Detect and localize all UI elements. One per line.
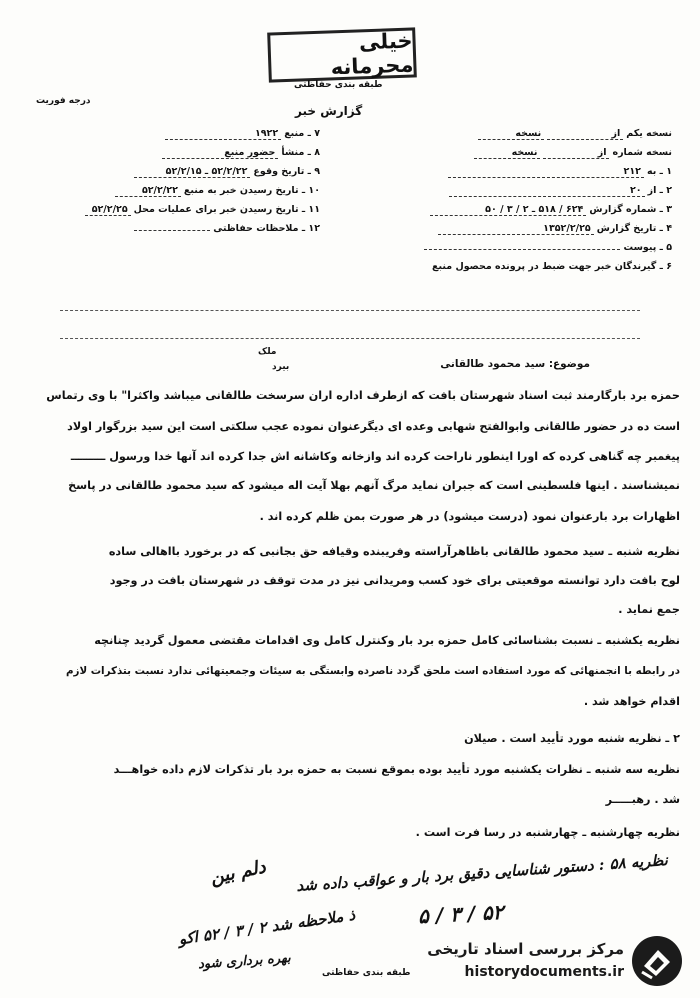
field-row: ۹ ـ تاریخ وقوع ۵۲/۲/۲۲ ـ ۵۲/۲/۱۵ [70,166,320,185]
field-row: ۲ ـ از ۲۰ [352,185,672,204]
watermark-name: مرکز بررسی اسناد تاریخی [427,940,624,958]
classification-label: طبقه بندی حفاظتی [294,80,383,90]
body-line: نظریه سه شنبه ـ نظرات یکشنبه مورد تأیید بوده بموقع نسبت به حمزه برد بار تذکرات لازم داده خواهـــد [113,763,680,776]
handwritten-note: نظریه ۵۸ : دستور شناسایی دقیق برد بار و عواقب داده شد [295,851,669,895]
field-row: نسخه شماره از نسخه [352,147,672,166]
body-line: در رابطه با انجمنهائی که مورد استفاده است ملحق گردد ناصرده وابستگی به سیئات وجمعیتهائی ندارد نسبت بتذکرات لازم [65,665,680,677]
right-fields [352,128,672,280]
body-line: نظریه یکشنبه ـ نسبت بشناسائی کامل حمزه برد بار وکنترل کامل وی اقدامات مقتضی معمول گردید چنانچه [94,634,680,647]
body-line: جمع نماید . [618,603,680,616]
left-fields [70,128,320,242]
field-row: ۱۱ ـ تاریخ رسیدن خبر برای عملیات محل ۵۲/۲/۲۵ [70,204,320,223]
separator [60,310,640,311]
priority-label: درجه فوریت [36,96,91,106]
archive-logo-icon [632,936,682,986]
body-line: نظریه چهارشنبه ـ چهارشنبه در رسا فرت است . [415,826,680,839]
field-row: ۱۰ ـ تاریخ رسیدن خبر به منبع ۵۲/۲/۲۲ [70,185,320,204]
watermark-logo [404,932,688,992]
body-line: اقدام خواهد شد . [583,695,680,708]
classified-stamp [267,27,417,82]
handwritten-initials: بهره برداری شود [197,950,292,973]
field-row: نسخه یکم از نسخه [352,128,672,147]
body-line: ۲ ـ نظریه شنبه مورد تأیید است . صیلان [464,732,680,745]
field-row: ۴ ـ تاریخ گزارش ۱۳۵۲/۲/۲۵ [352,223,672,242]
handwritten-date: ۵ / ۳ / ۵۲ [417,899,505,929]
field-row: ۱ ـ به ۲۱۲ [352,166,672,185]
separator [60,338,640,339]
field-row: ۸ ـ منشأ حضور منبع [70,147,320,166]
body-line: اظهارات برد بارعنوان نمود (درست میشود) در هر صورت بمن ظلم کرده اند . [259,510,680,523]
field-row: ۶ ـ گیرندگان خبر جهت ضبط در پرونده محصول منبع [432,261,672,272]
margin-note: بیرد [272,362,290,372]
report-title: گزارش خبر [295,104,363,118]
body-line: شد . رهبـــــر [605,793,680,806]
watermark-url: historydocuments.ir [464,964,624,980]
body-line: نظریه شنبه ـ سید محمود طالقانی باظاهرآراسته وفریبنده وقیافه حق بجانبی که در برخورد بااهالی ساده [108,545,680,558]
field-row: ۷ ـ منبع ۱۹۲۲ [70,128,320,147]
footer-classification: طبقه بندی حفاظتی [322,968,411,978]
stamp-text: خیلی محرمانه [330,28,414,80]
handwritten-initials: دلم بین [208,856,268,889]
margin-note: ملک [258,347,277,357]
body-line: لوح بافت دارد توانسته موقعیتی برای خود کسب ومریدانی نیز در مدت توقف در شهرستان بافت در وجود [109,574,680,587]
body-line: پیغمبر چه گناهی کرده که اورا اینطور ناراحت کرده اند وازخانه وکاشانه اش جدا کرده اند آنها خدا ورسول ـــــــــ [70,450,680,463]
handwritten-initials: ذ ملاحظه شد ۲ / ۳ / ۵۲ اکو [177,905,357,949]
subject-line: موضوع: سید محمود طالقانی [440,358,590,370]
body-line: حمزه برد بارگارمند ثبت اسناد شهرستان بافت که ازطرف اداره اران سرسخت طالقانی میباشد واکثرا" با وی رتماس [46,389,680,402]
field-row: ۳ ـ شماره گزارش ۶۲۴ / ۵۱۸ ـ ۲ / ۳ / ۵۰ [352,204,672,223]
field-row: ۱۲ ـ ملاحظات حفاظتی [70,223,320,242]
body-line: است ده در حضور طالقانی وابوالفتح شهابی وعده ای دیگرعنوان نموده عجب سلکتی است این سید بزرگوار اولاد [67,420,680,433]
field-row: ۵ ـ پیوست [352,242,672,261]
body-line: نمیشناسند . اینها فلسطینی است که جبران نماید مرگ آنهم بهلا آیت اله میشود که سید محمود طالقانی در پاسخ [68,479,680,492]
